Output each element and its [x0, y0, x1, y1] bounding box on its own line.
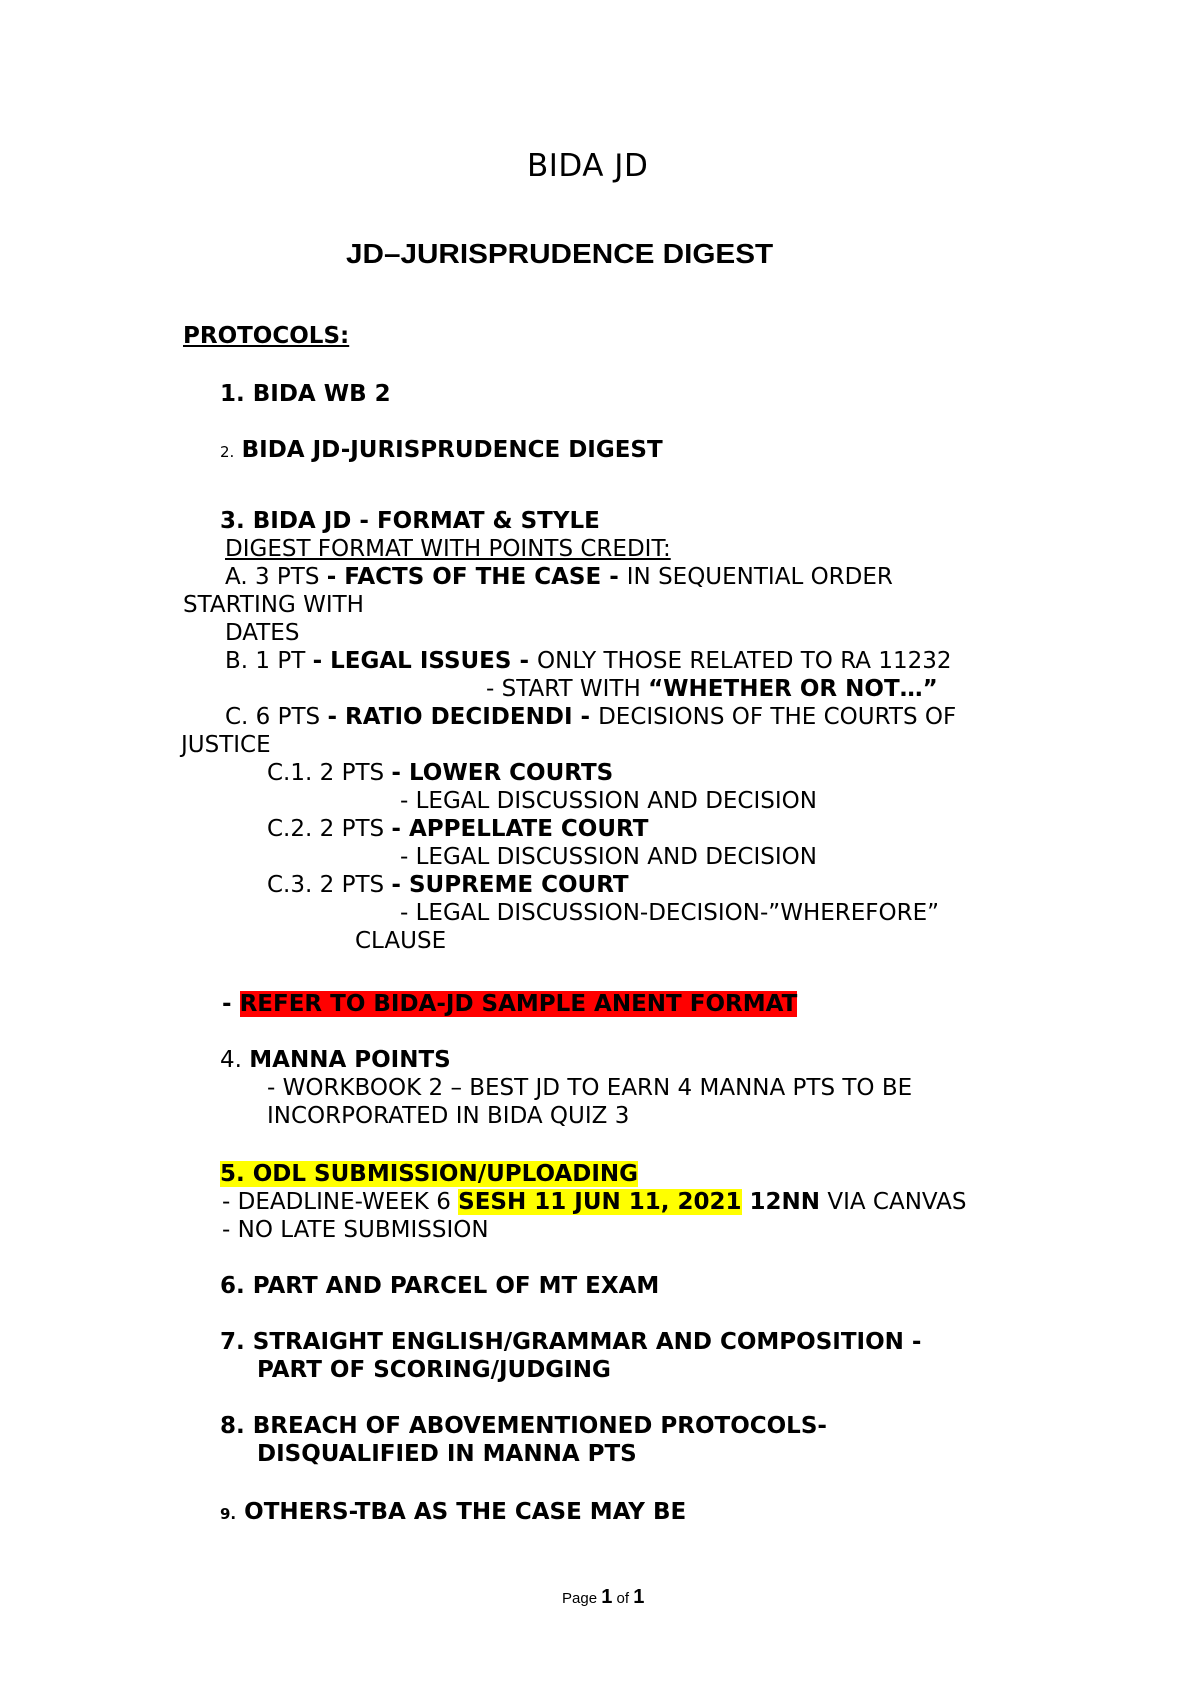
points-label: C. 6 PTS	[225, 704, 328, 730]
document-subtitle: JD–JURISPRUDENCE DIGEST	[346, 238, 774, 269]
dash: -	[326, 564, 345, 590]
section-label: RATIO DECIDENDI	[345, 704, 573, 730]
points-label: C.1. 2 PTS	[267, 760, 392, 786]
item-number: 4.	[220, 1047, 250, 1073]
dash: -	[312, 648, 331, 674]
section-label: SUPREME COURT	[408, 872, 629, 898]
item-text: OTHERS-TBA AS THE CASE MAY BE	[236, 1499, 687, 1525]
page-footer	[562, 1586, 644, 1609]
manna-line-1: - WORKBOOK 2 – BEST JD TO EARN 4 MANNA PTS TO BE	[267, 1075, 913, 1101]
format-line-c1-desc: - LEGAL DISCUSSION AND DECISION	[400, 788, 817, 814]
section-description: IN SEQUENTIAL ORDER	[626, 564, 893, 590]
page-word: Page	[562, 1590, 602, 1607]
current-page: 1	[601, 1586, 613, 1608]
section-label: LEGAL ISSUES	[330, 648, 512, 674]
deadline-line	[222, 1188, 967, 1216]
section-label: APPELLATE COURT	[408, 816, 649, 842]
points-label: A. 3 PTS	[225, 564, 327, 590]
format-line-c	[225, 703, 956, 731]
protocol-item-8-line-2: DISQUALIFIED IN MANNA PTS	[257, 1441, 637, 1467]
deadline-prefix: - DEADLINE-WEEK 6	[222, 1189, 459, 1215]
protocol-item-7-line-1: 7. STRAIGHT ENGLISH/GRAMMAR AND COMPOSITION -	[220, 1329, 922, 1355]
format-line-c1	[267, 759, 613, 787]
format-line-c3-desc: - LEGAL DISCUSSION-DECISION-”WHEREFORE”	[400, 900, 940, 926]
section-label: LOWER COURTS	[408, 760, 614, 786]
format-line-a-cont1: STARTING WITH	[183, 592, 364, 618]
of-word: of	[612, 1590, 634, 1607]
format-line-c2-desc: - LEGAL DISCUSSION AND DECISION	[400, 844, 817, 870]
item-number: 9.	[220, 1505, 237, 1523]
dash: -	[601, 564, 627, 590]
deadline-suffix: VIA CANVAS	[820, 1189, 967, 1215]
protocol-item-3-title: 3. BIDA JD - FORMAT & STYLE	[220, 508, 600, 534]
manna-line-2: INCORPORATED IN BIDA QUIZ 3	[267, 1103, 630, 1129]
digest-format-heading: DIGEST FORMAT WITH POINTS CREDIT:	[225, 536, 671, 562]
protocol-item-4	[220, 1046, 451, 1074]
protocol-item-2	[220, 436, 663, 466]
odl-submission-highlight: 5. ODL SUBMISSION/UPLOADING	[220, 1161, 639, 1187]
total-pages: 1	[633, 1586, 645, 1608]
item-number: 2.	[220, 443, 235, 461]
line-emphasis: “WHETHER OR NOT…”	[648, 676, 938, 702]
dash: -	[511, 648, 538, 674]
document-title: BIDA JD	[527, 148, 649, 184]
item-text: BIDA JD-JURISPRUDENCE DIGEST	[241, 437, 663, 463]
dash: -	[391, 816, 409, 842]
dash: -	[222, 991, 240, 1017]
deadline-time: 12NN	[741, 1189, 821, 1215]
format-line-b-cont	[486, 675, 938, 703]
dash: -	[572, 704, 599, 730]
dash: -	[327, 704, 346, 730]
format-line-c3-cont: CLAUSE	[355, 928, 447, 954]
dash: -	[391, 760, 409, 786]
protocol-item-1: 1. BIDA WB 2	[220, 381, 391, 407]
points-label: C.3. 2 PTS	[267, 872, 392, 898]
deadline-date-highlight: SESH 11 JUN 11, 2021	[458, 1189, 742, 1215]
format-line-b	[225, 647, 951, 675]
protocols-heading: PROTOCOLS:	[183, 323, 350, 349]
points-label: B. 1 PT	[225, 648, 313, 674]
item-title: MANNA POINTS	[249, 1047, 451, 1073]
section-label: FACTS OF THE CASE	[344, 564, 602, 590]
points-label: C.2. 2 PTS	[267, 816, 392, 842]
protocol-item-9	[220, 1498, 686, 1528]
protocol-item-7-line-2: PART OF SCORING/JUDGING	[257, 1357, 611, 1383]
refer-line	[222, 990, 797, 1018]
dash: -	[391, 872, 409, 898]
no-late-line: - NO LATE SUBMISSION	[222, 1217, 489, 1243]
format-line-c2	[267, 815, 648, 843]
format-line-c3	[267, 871, 629, 899]
section-description: DECISIONS OF THE COURTS OF	[598, 704, 957, 730]
protocol-item-6: 6. PART AND PARCEL OF MT EXAM	[220, 1273, 660, 1299]
line-prefix: - START WITH	[486, 676, 649, 702]
section-description: ONLY THOSE RELATED TO RA 11232	[537, 648, 952, 674]
protocol-item-8-line-1: 8. BREACH OF ABOVEMENTIONED PROTOCOLS-	[220, 1413, 827, 1439]
format-line-a	[225, 563, 893, 591]
protocol-item-5	[220, 1160, 638, 1188]
format-line-c-cont: JUSTICE	[181, 732, 271, 758]
format-line-a-cont2: DATES	[225, 620, 300, 646]
refer-sample-highlight: REFER TO BIDA-JD SAMPLE ANENT FORMAT	[239, 991, 798, 1017]
